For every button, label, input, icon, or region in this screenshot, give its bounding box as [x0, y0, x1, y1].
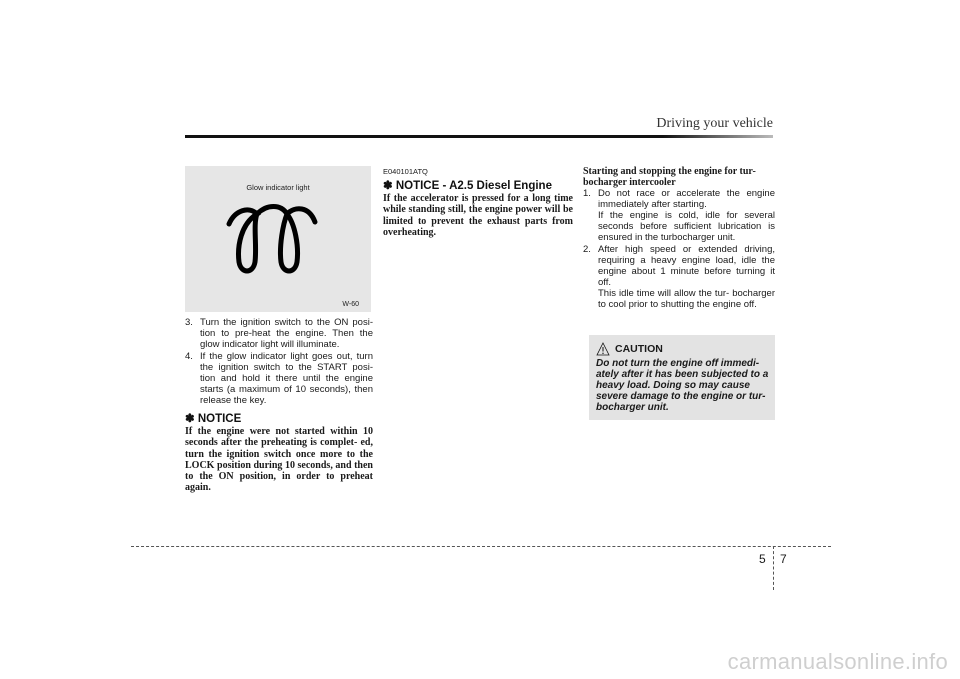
- step-text: If the glow indicator light goes out, turn the ignition switch to the START posi- tion and hold it there until the engine starts (a maximum of 10 seconds), then release the key.: [200, 351, 373, 406]
- step-subtext: If the engine is cold, idle for several seconds before sufficient lubrication is ensured in the turbocharger unit.: [598, 210, 775, 243]
- glow-plug-coil-icon: [223, 202, 333, 282]
- preheat-steps-list: [185, 317, 373, 406]
- step-number: 3.: [185, 317, 193, 328]
- notice-heading: ✽ NOTICE: [185, 413, 242, 425]
- page-header-title: Driving your vehicle: [656, 116, 773, 131]
- section-code: E040101ATQ: [383, 167, 428, 176]
- footer-vertical-rule: [773, 546, 774, 590]
- notice-body-diesel: If the accelerator is pressed for a long time while standing still, the engine power will be limited to prevent the exhaust parts from overheating.: [383, 193, 573, 238]
- step-subtext: This idle time will allow the tur- bocharger to cool prior to shutting the engine off.: [598, 288, 775, 310]
- turbo-steps-list: [583, 188, 775, 310]
- column-middle: [383, 166, 573, 238]
- step-text: Turn the ignition switch to the ON posi- tion to pre-heat the engine. Then the glow indicator light will illuminate.: [200, 317, 373, 350]
- caution-text: Do not turn the engine off immedi- ately after it has been subjected to a heavy load. Doing so may cause severe damage to the engine or tur- bocharger unit.: [596, 358, 769, 413]
- column-left: [185, 317, 373, 494]
- step-text: After high speed or extended driving, requiring a heavy engine load, idle the engine about 1 minute before turning it off.: [598, 244, 775, 288]
- notice-body: If the engine were not started within 10 seconds after the preheating is complet- ed, turn the ignition switch once more to the LOCK position during 10 seconds, and then to the ON position, in order to preheat again.: [185, 426, 373, 494]
- list-item: [583, 188, 775, 243]
- glow-indicator-figure: [185, 166, 371, 312]
- list-item: [185, 351, 373, 406]
- notice-heading-diesel: ✽ NOTICE - A2.5 Diesel Engine: [383, 180, 552, 192]
- watermark: carmanualsonline.info: [727, 649, 948, 674]
- warning-triangle-icon: [596, 342, 610, 356]
- caution-header: [596, 341, 663, 357]
- section-title: Starting and stopping the engine for tur- bocharger intercooler: [583, 166, 756, 188]
- step-number: 2.: [583, 244, 591, 255]
- figure-caption: Glow indicator light: [246, 183, 310, 192]
- page-number: 7: [780, 552, 787, 566]
- list-item: [583, 244, 775, 310]
- column-right: [583, 166, 775, 311]
- figure-code: W-60: [342, 301, 359, 308]
- footer-rule: [131, 546, 831, 547]
- step-number: 4.: [185, 351, 193, 362]
- caution-box: [589, 335, 775, 420]
- caution-label: CAUTION: [615, 343, 663, 355]
- step-number: 1.: [583, 188, 591, 199]
- header-rule: [185, 135, 773, 138]
- list-item: [185, 317, 373, 350]
- step-text: Do not race or accelerate the engine immediately after starting.: [598, 188, 775, 210]
- section-number: 5: [759, 552, 766, 566]
